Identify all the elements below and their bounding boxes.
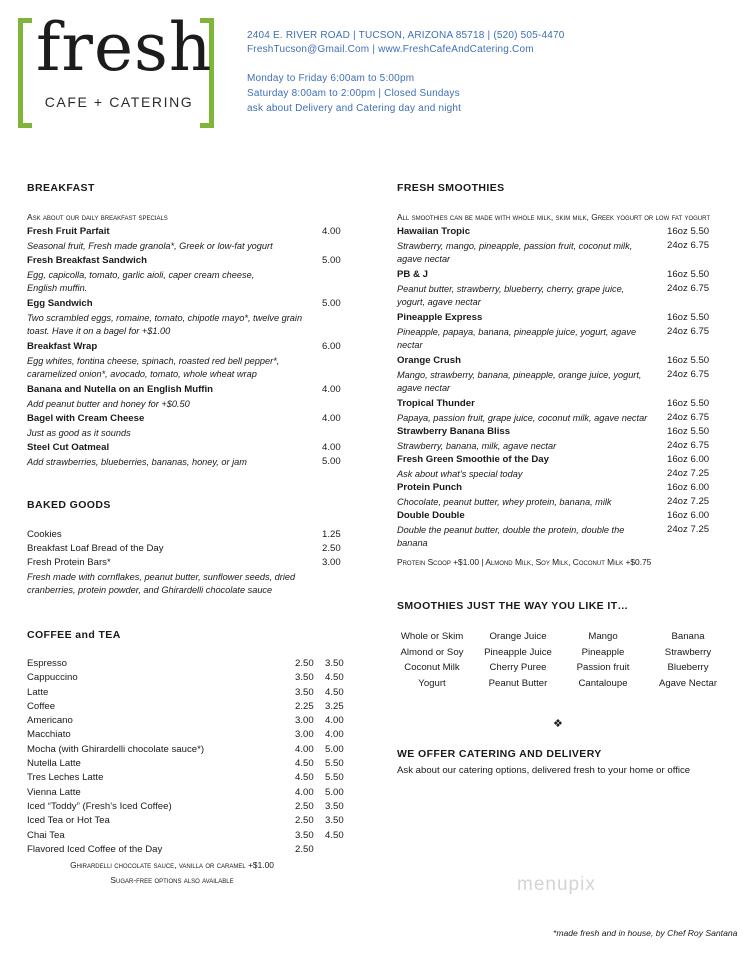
smoothie-desc: Pineapple, papaya, banana, pineapple juice, yogurt, agave nectar: [397, 327, 637, 350]
smoothie-price-24oz: 24oz 6.75: [667, 412, 710, 423]
coffee-price-large: 5.00: [325, 743, 344, 755]
smoothie-price-24oz: 24oz 6.75: [667, 440, 710, 451]
smoothie-price-24oz: 24oz 7.25: [667, 496, 710, 507]
hours-weekday: Monday to Friday 6:00am to 5:00pm: [247, 73, 415, 84]
smoothie-name: PB & J: [397, 269, 428, 280]
coffee-price-small: 2.25: [295, 700, 314, 712]
coffee-row: [27, 701, 357, 715]
coffee-item-name: Iced “Toddy” (Fresh’s Iced Coffee): [27, 800, 172, 812]
coffee-price-large: 3.25: [325, 700, 344, 712]
smoothie-price-16oz: 16oz 5.50: [667, 226, 710, 237]
address-line: 2404 E. RIVER ROAD | TUCSON, ARIZONA 85718 | (520) 505-4470: [247, 30, 565, 41]
smoothie-option: Strawberry: [664, 646, 712, 658]
coffee-row: [27, 844, 357, 858]
coffee-price-large: 5.50: [325, 758, 344, 770]
smoothie-option: Yogurt: [418, 677, 446, 689]
smoothie-price-16oz: 16oz 5.50: [667, 355, 710, 366]
coffee-row: [27, 715, 357, 729]
logo-subtitle: CAFE + CATERING: [44, 94, 194, 110]
coffee-row: [27, 787, 357, 801]
menu-item-desc: Add peanut butter and honey for +$0.50: [27, 399, 190, 409]
menu-item-price: 4.00: [322, 384, 341, 395]
smoothie-option: Agave Nectar: [658, 677, 718, 689]
coffee-price-large: 3.50: [325, 800, 344, 812]
coffee-item-name: Tres Leches Latte: [27, 772, 104, 784]
divider-ornament: ❖: [553, 718, 563, 730]
coffee-item-name: Coffee: [27, 700, 56, 712]
baked-title: BAKED GOODS: [27, 499, 111, 511]
menu-item-name: Breakfast Wrap: [27, 341, 98, 352]
smoothie-desc: Chocolate, peanut butter, whey protein, banana, milk: [397, 497, 612, 507]
catering-title: WE OFFER CATERING AND DELIVERY: [397, 748, 602, 760]
smoothie-name: Orange Crush: [397, 355, 461, 366]
coffee-item-name: Espresso: [27, 658, 67, 669]
smoothie-option: Coconut Milk: [404, 662, 460, 673]
smoothie-option: Orange Juice: [489, 631, 547, 642]
coffee-row: [27, 672, 357, 686]
coffee-price-small: 4.00: [295, 743, 314, 755]
coffee-note-syrup: Ghirardelli chocolate sauce, vanilla or caramel +$1.00: [70, 860, 274, 870]
coffee-price-large: 3.50: [325, 815, 344, 827]
custom-title: SMOOTHIES JUST THE WAY YOU LIKE IT…: [397, 600, 629, 612]
coffee-item-name: Vienna Latte: [27, 786, 81, 798]
coffee-row: [27, 815, 357, 829]
coffee-row: [27, 687, 357, 701]
coffee-price-small: 2.50: [295, 815, 314, 827]
coffee-price-large: 5.00: [325, 786, 344, 798]
menu-item-name: Bagel with Cream Cheese: [27, 413, 145, 424]
smoothie-price-16oz: 16oz 6.00: [667, 482, 710, 493]
coffee-item-name: Americano: [27, 715, 73, 727]
coffee-row: [27, 801, 357, 815]
menu-item-desc: Egg, capicolla, tomato, garlic aioli, caper cream cheese, English muffin.: [27, 270, 255, 293]
baked-item-price: 2.50: [322, 543, 341, 554]
baked-item-price: 1.25: [322, 529, 341, 540]
coffee-price-small: 3.00: [295, 729, 314, 741]
menu-item-price: 4.00: [322, 442, 341, 453]
coffee-row: [27, 729, 357, 743]
smoothie-price-16oz: 16oz 5.50: [667, 398, 710, 409]
smoothie-desc: Double the peanut butter, double the protein, double the banana: [397, 525, 625, 548]
smoothie-name: Strawberry Banana Bliss: [397, 426, 511, 437]
smoothie-price-16oz: 16oz 5.50: [667, 312, 710, 323]
smoothie-price-24oz: 24oz 6.75: [667, 326, 710, 337]
smoothie-desc: Strawberry, mango, pineapple, passion fruit, coconut milk, agave nectar: [397, 241, 633, 264]
menu-item-desc: Add strawberries, blueberries, bananas, honey, or jam: [27, 457, 247, 467]
smoothie-desc: Papaya, passion fruit, grape juice, coconut milk, agave nectar: [397, 413, 648, 423]
menu-item-price: 5.00: [322, 298, 341, 309]
coffee-item-name: Flavored Iced Coffee of the Day: [27, 843, 163, 855]
catering-text: Ask about our catering options, delivered fresh to your home or office: [397, 765, 691, 776]
smoothie-name: Double Double: [397, 510, 465, 521]
menu-item-desc: Egg whites, fontina cheese, spinach, roasted red bell pepper*, caramelized onion*, avocado, tomato, whole wheat wrap: [27, 356, 280, 379]
footnote: *made fresh and in house, by Chef Roy Santana: [553, 928, 738, 938]
coffee-price-large: 5.50: [325, 772, 344, 784]
smoothie-name: Hawaiian Tropic: [397, 226, 471, 237]
menu-item-name: Fresh Fruit Parfait: [27, 226, 110, 237]
coffee-price-small: 3.00: [295, 715, 314, 727]
smoothie-option: Pineapple: [581, 646, 625, 658]
coffee-item-name: Macchiato: [27, 729, 71, 741]
smoothie-option: Pineapple Juice: [484, 646, 552, 658]
coffee-price-small: 4.50: [295, 772, 314, 784]
coffee-row: [27, 830, 357, 844]
coffee-item-name: Latte: [27, 686, 49, 698]
menu-item-name: Egg Sandwich: [27, 298, 93, 309]
smoothie-option: Cantaloupe: [578, 677, 628, 689]
smoothie-name: Tropical Thunder: [397, 398, 475, 409]
menu-item-desc: Seasonal fruit, Fresh made granola*, Greek or low-fat yogurt: [27, 241, 273, 251]
smoothie-option: Peanut Butter: [488, 677, 548, 689]
smoothie-option: Almond or Soy: [400, 646, 464, 658]
menu-item-price: 6.00: [322, 341, 341, 352]
coffee-note-sugarfree: Sugar-free options also available: [110, 875, 234, 885]
baked-item-name: Fresh Protein Bars*: [27, 557, 111, 568]
coffee-price-large: 3.50: [325, 658, 344, 669]
coffee-row: [27, 744, 357, 758]
menu-item-price: 5.00: [322, 255, 341, 266]
coffee-list: [27, 658, 357, 858]
smoothie-price-24oz: 24oz 6.75: [667, 283, 710, 294]
smoothie-desc: Mango, strawberry, banana, pineapple, orange juice, yogurt, agave nectar: [397, 370, 642, 393]
smoothies-addons: Protein Scoop +$1.00 | Almond Milk, Soy Milk, Coconut Milk +$0.75: [397, 557, 652, 567]
smoothies-title: FRESH SMOOTHIES: [397, 182, 505, 194]
smoothie-desc: Ask about what’s special today: [397, 469, 523, 479]
hours-note: ask about Delivery and Catering day and night: [247, 103, 462, 114]
menu-item-name: Banana and Nutella on an English Muffin: [27, 384, 214, 395]
smoothie-option: Mango: [588, 631, 618, 642]
smoothies-note: All smoothies can be made with whole milk, skim milk, Greek yogurt or low fat yogurt: [397, 212, 711, 222]
smoothie-option: Banana: [671, 631, 705, 642]
smoothie-name: Protein Punch: [397, 482, 463, 493]
menu-item-price: 4.00: [322, 226, 341, 237]
menu-item-desc: Just as good as it sounds: [27, 428, 131, 438]
smoothie-name: Fresh Green Smoothie of the Day: [397, 454, 549, 465]
coffee-price-large: 4.00: [325, 729, 344, 741]
coffee-row: [27, 658, 357, 672]
smoothie-name: Pineapple Express: [397, 312, 483, 323]
breakfast-note: Ask about our daily breakfast specials: [27, 212, 168, 222]
smoothie-price-24oz: 24oz 7.25: [667, 468, 710, 479]
coffee-row: [27, 772, 357, 786]
menu-item-price: 4.00: [322, 413, 341, 424]
smoothie-desc: Strawberry, banana, milk, agave nectar: [397, 441, 557, 451]
coffee-price-small: 3.50: [295, 829, 314, 841]
smoothie-price-24oz: 24oz 6.75: [667, 369, 710, 380]
smoothie-price-16oz: 16oz 5.50: [667, 269, 710, 280]
web-email-line: FreshTucson@Gmail.Com | www.FreshCafeAndCatering.Com: [247, 44, 534, 55]
watermark: menupix: [517, 874, 596, 895]
coffee-price-large: 4.00: [325, 715, 344, 727]
menu-item-name: Fresh Breakfast Sandwich: [27, 255, 147, 266]
smoothie-option: Cherry Puree: [489, 662, 547, 673]
smoothie-option: Passion fruit: [576, 662, 630, 673]
coffee-price-small: 3.50: [295, 672, 314, 684]
baked-item-name: Cookies: [27, 529, 62, 540]
coffee-price-small: 4.50: [295, 758, 314, 770]
smoothie-price-16oz: 16oz 6.00: [667, 510, 710, 521]
smoothie-price-24oz: 24oz 6.75: [667, 240, 710, 251]
smoothie-option: Whole or Skim: [400, 631, 464, 642]
coffee-price-small: 3.50: [295, 686, 314, 698]
smoothie-price-24oz: 24oz 7.25: [667, 524, 710, 535]
logo-left-bracket: [18, 18, 32, 128]
coffee-price-large: 4.50: [325, 686, 344, 698]
baked-desc: Fresh made with cornflakes, peanut butter, sunflower seeds, dried cranberries, protein powder, and Ghirardelli chocolate sauce: [27, 572, 296, 595]
smoothie-option: Blueberry: [667, 662, 709, 673]
coffee-price-large: 4.50: [325, 829, 344, 841]
coffee-item-name: Nutella Latte: [27, 758, 81, 770]
coffee-price-small: 2.50: [295, 800, 314, 812]
smoothie-desc: Peanut butter, strawberry, blueberry, cherry, grape juice, yogurt, agave nectar: [397, 284, 625, 307]
coffee-title: COFFEE and TEA: [27, 629, 121, 641]
menu-item-price-alt: 5.00: [322, 456, 341, 467]
coffee-item-name: Chai Tea: [27, 829, 65, 841]
hours-saturday: Saturday 8:00am to 2:00pm | Closed Sundays: [247, 88, 460, 99]
baked-item-name: Breakfast Loaf Bread of the Day: [27, 543, 164, 554]
baked-item-price: 3.00: [322, 557, 341, 568]
smoothie-price-16oz: 16oz 5.50: [667, 426, 710, 437]
logo-wordmark: fresh: [36, 9, 213, 86]
coffee-price-small: 2.50: [295, 843, 314, 855]
smoothie-price-16oz: 16oz 6.00: [667, 454, 710, 465]
coffee-price-large: 4.50: [325, 672, 344, 684]
menu-item-name: Steel Cut Oatmeal: [27, 442, 110, 453]
coffee-price-small: 2.50: [295, 658, 314, 669]
breakfast-title: BREAKFAST: [27, 182, 95, 194]
coffee-item-name: Mocha (with Ghirardelli chocolate sauce*): [27, 743, 205, 755]
coffee-item-name: Iced Tea or Hot Tea: [27, 815, 110, 827]
coffee-price-small: 4.00: [295, 786, 314, 798]
menu-item-desc: Two scrambled eggs, romaine, tomato, chipotle mayo*, twelve grain toast. Have it on a bagel for +$1.00: [27, 313, 303, 336]
coffee-item-name: Cappuccino: [27, 672, 78, 684]
coffee-row: [27, 758, 357, 772]
